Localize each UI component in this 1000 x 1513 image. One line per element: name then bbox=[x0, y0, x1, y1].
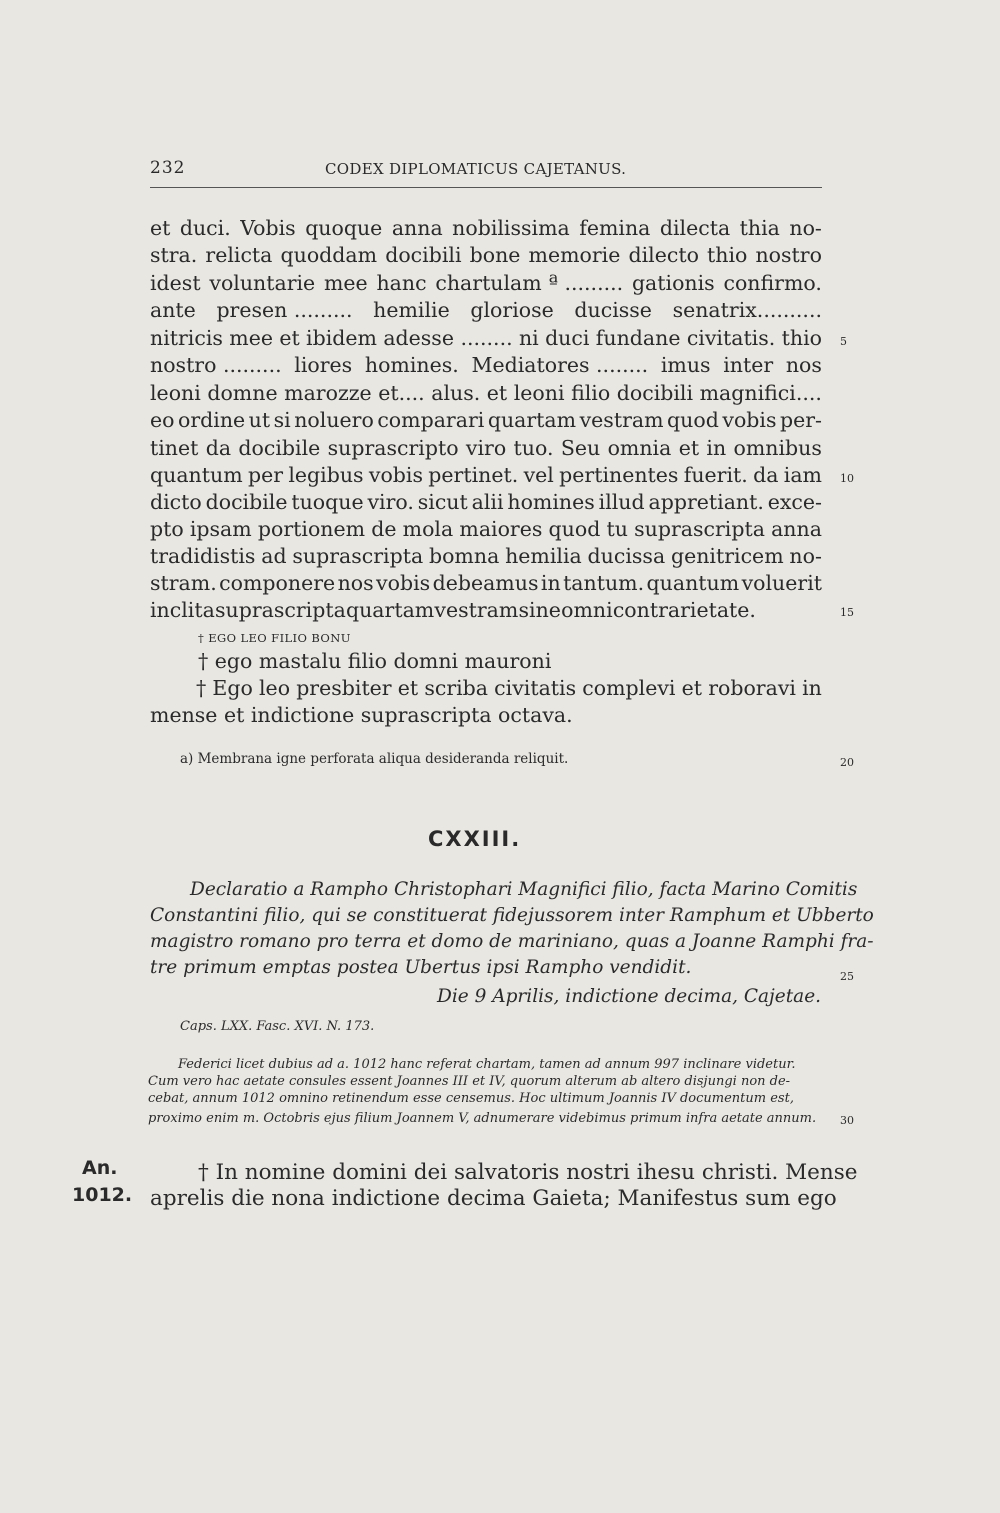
word: viro. bbox=[367, 490, 414, 514]
margin-year-label: An. bbox=[82, 1157, 118, 1179]
word: per- bbox=[780, 408, 822, 432]
word: homines bbox=[507, 490, 595, 514]
word: et bbox=[681, 676, 703, 700]
document-number: CXXIII. bbox=[428, 827, 522, 851]
word: leoni bbox=[150, 381, 201, 405]
word: vobis bbox=[368, 463, 423, 487]
word: chartulam ª ......... bbox=[435, 271, 624, 295]
word: tuo. bbox=[513, 436, 554, 460]
word: duci bbox=[545, 326, 590, 350]
word: in bbox=[706, 436, 727, 460]
word: inter bbox=[723, 353, 774, 377]
word: docibili bbox=[616, 381, 694, 405]
word: presen ......... bbox=[216, 298, 353, 322]
charter-line bbox=[150, 380, 822, 406]
word: stra. bbox=[150, 243, 198, 267]
word: contrarietate. bbox=[612, 598, 756, 622]
charter-line bbox=[150, 516, 822, 542]
word: quoque bbox=[305, 216, 383, 240]
word: tradidistis bbox=[150, 544, 256, 568]
word: homines. bbox=[364, 353, 459, 377]
signature-line: † EGO LEO FILIO BONU bbox=[198, 631, 351, 645]
word: da bbox=[753, 463, 779, 487]
word: gationis bbox=[631, 271, 715, 295]
word: appretiant. bbox=[648, 490, 764, 514]
word: maiores bbox=[459, 517, 543, 541]
rubric-line: Constantini filio, qui se constituerat fidejussorem inter Ramphum et Ubberto bbox=[150, 905, 874, 926]
running-title: CODEX DIPLOMATICUS CAJETANUS. bbox=[325, 160, 627, 178]
word: alus. bbox=[431, 381, 481, 405]
charter-line bbox=[150, 215, 822, 241]
word: dilecto bbox=[628, 243, 699, 267]
word: filio bbox=[571, 381, 611, 405]
word: hemilia bbox=[505, 544, 582, 568]
line-number: 10 bbox=[840, 472, 854, 485]
word: leo bbox=[259, 676, 291, 700]
word: Mediatores ........ bbox=[471, 353, 649, 377]
charter-line bbox=[150, 570, 822, 596]
editorial-note-line: Federici licet dubius ad a. 1012 hanc referat chartam, tamen ad annum 997 inclinare videtur. bbox=[178, 1057, 796, 1072]
word: mee bbox=[229, 326, 273, 350]
word: idest bbox=[150, 271, 201, 295]
word: tuoque bbox=[291, 490, 364, 514]
word: per bbox=[247, 463, 284, 487]
word: hanc bbox=[376, 271, 427, 295]
word: nos bbox=[337, 571, 374, 595]
word: in bbox=[802, 676, 822, 700]
word: et bbox=[486, 381, 508, 405]
charter-line bbox=[150, 462, 822, 488]
word: duci. bbox=[179, 216, 231, 240]
word: civitatis. bbox=[686, 326, 776, 350]
word: Seu bbox=[560, 436, 601, 460]
word: thio bbox=[781, 326, 822, 350]
word: legibus bbox=[288, 463, 364, 487]
word: ducisse bbox=[574, 298, 652, 322]
word: marozze bbox=[284, 381, 372, 405]
charter-line: aprelis die nona indictione decima Gaieta; Manifestus sum ego bbox=[150, 1186, 837, 1211]
word: quod bbox=[667, 408, 719, 432]
word: illud bbox=[598, 490, 645, 514]
word: † bbox=[196, 676, 207, 700]
word: bomna bbox=[428, 544, 500, 568]
word: vestram bbox=[434, 598, 519, 622]
word: debeamus bbox=[432, 571, 539, 595]
line-number: 30 bbox=[840, 1114, 854, 1127]
word: anna bbox=[391, 216, 443, 240]
editorial-note-line: Cum vero hac aetate consules essent Joannes III et IV, quorum alterum ab altero disjungi non de- bbox=[148, 1074, 791, 1089]
word: fuerit. bbox=[683, 463, 748, 487]
word: vel bbox=[523, 463, 554, 487]
word: dicto bbox=[150, 490, 202, 514]
word: no- bbox=[789, 544, 822, 568]
word: docibili bbox=[385, 243, 462, 267]
charter-line bbox=[150, 435, 822, 461]
charter-line bbox=[150, 270, 822, 296]
signature-line bbox=[196, 675, 822, 701]
word: scriba bbox=[424, 676, 489, 700]
word: pertinentes bbox=[559, 463, 679, 487]
word: voluerit bbox=[741, 571, 822, 595]
word: Vobis bbox=[240, 216, 296, 240]
word: leoni bbox=[513, 381, 565, 405]
word: ducissa bbox=[587, 544, 666, 568]
word: et bbox=[678, 436, 700, 460]
word: quartam bbox=[345, 598, 435, 622]
word: in bbox=[540, 571, 561, 595]
word: suprascripta bbox=[215, 598, 346, 622]
word: da bbox=[205, 436, 232, 460]
word: nobilissima bbox=[452, 216, 570, 240]
word: componere bbox=[219, 571, 336, 595]
word: vobis bbox=[376, 571, 431, 595]
word: docibile bbox=[238, 436, 321, 460]
word: portionem bbox=[257, 517, 366, 541]
word: quod bbox=[548, 517, 601, 541]
date-line: Die 9 Aprilis, indictione decima, Cajetae. bbox=[437, 986, 822, 1007]
word: ante bbox=[150, 298, 196, 322]
word: pertinet. bbox=[428, 463, 519, 487]
word: pto bbox=[150, 517, 184, 541]
word: suprascripta bbox=[292, 544, 424, 568]
line-number: 5 bbox=[840, 335, 847, 348]
word: hemilie bbox=[373, 298, 450, 322]
word: mola bbox=[402, 517, 454, 541]
word: quantum bbox=[646, 571, 740, 595]
charter-line bbox=[150, 325, 822, 351]
word: tu bbox=[606, 517, 628, 541]
word: suprascripto bbox=[327, 436, 459, 460]
word: sine bbox=[518, 598, 561, 622]
word: suprascripta bbox=[634, 517, 765, 541]
word: sicut bbox=[417, 490, 468, 514]
footnote: a) Membrana igne perforata aliqua desideranda reliquit. bbox=[180, 751, 569, 767]
word: anna bbox=[771, 517, 822, 541]
word: voluntarie bbox=[209, 271, 316, 295]
word: magnifici.... bbox=[699, 381, 822, 405]
word: domne bbox=[207, 381, 278, 405]
charter-line bbox=[150, 407, 822, 433]
word: senatrix.......... bbox=[672, 298, 822, 322]
word: complevi bbox=[582, 676, 676, 700]
page-number: 232 bbox=[150, 158, 186, 178]
word: et.... bbox=[378, 381, 425, 405]
word: quoddam bbox=[280, 243, 378, 267]
word: si bbox=[273, 408, 291, 432]
word: et bbox=[279, 326, 300, 350]
word: dilecta bbox=[659, 216, 731, 240]
word: Ego bbox=[212, 676, 253, 700]
word: viro bbox=[465, 436, 507, 460]
word: quantum bbox=[150, 463, 243, 487]
word: ut bbox=[248, 408, 271, 432]
word: quartam bbox=[487, 408, 577, 432]
editorial-note-line: cebat, annum 1012 omnino retinendum esse censemus. Hoc ultimum Joannis IV documentum est, bbox=[148, 1091, 794, 1106]
word: stram. bbox=[150, 571, 217, 595]
word: civitatis bbox=[494, 676, 577, 700]
word: vobis bbox=[722, 408, 777, 432]
word: eo bbox=[150, 408, 175, 432]
word: exce- bbox=[767, 490, 822, 514]
signature-line: mense et indictione suprascripta octava. bbox=[150, 703, 573, 727]
word: ni bbox=[518, 326, 539, 350]
rubric-line: tre primum emptas postea Ubertus ipsi Rampho vendidit. bbox=[150, 957, 692, 978]
charter-line bbox=[150, 352, 822, 378]
word: et bbox=[150, 216, 171, 240]
word: noluero bbox=[294, 408, 374, 432]
word: nostro bbox=[755, 243, 822, 267]
word: femina bbox=[579, 216, 651, 240]
word: presbiter bbox=[296, 676, 392, 700]
editorial-note-line: proximo enim m. Octobris ejus filium Joannem V, adnumerare videbimus primum infra aetate annum. bbox=[148, 1111, 817, 1126]
word: thio bbox=[707, 243, 748, 267]
word: tantum. bbox=[563, 571, 645, 595]
word: ipsam bbox=[189, 517, 252, 541]
word: nos bbox=[785, 353, 822, 377]
word: no- bbox=[789, 216, 822, 240]
word: relicta bbox=[205, 243, 273, 267]
line-number: 15 bbox=[840, 606, 854, 619]
word: imus bbox=[660, 353, 711, 377]
word: nitricis bbox=[150, 326, 223, 350]
rubric-line: Declaratio a Rampho Christophari Magnifici filio, facta Marino Comitis bbox=[190, 879, 858, 900]
word: ibidem bbox=[306, 326, 377, 350]
word: roboravi bbox=[708, 676, 796, 700]
signature-line: † ego mastalu filio domni mauroni bbox=[198, 649, 552, 673]
word: ordine bbox=[178, 408, 246, 432]
word: tinet bbox=[150, 436, 199, 460]
word: thia bbox=[739, 216, 780, 240]
word: vestram bbox=[579, 408, 664, 432]
word: genitricem bbox=[670, 544, 784, 568]
word: docibile bbox=[205, 490, 288, 514]
word: confirmo. bbox=[723, 271, 822, 295]
charter-line bbox=[150, 597, 756, 623]
margin-year: 1012. bbox=[72, 1184, 133, 1206]
word: bone bbox=[469, 243, 521, 267]
word: ad bbox=[261, 544, 287, 568]
word: adesse ........ bbox=[383, 326, 513, 350]
word: memorie bbox=[528, 243, 621, 267]
word: omnibus bbox=[733, 436, 822, 460]
word: fundane bbox=[595, 326, 681, 350]
word: de bbox=[371, 517, 397, 541]
charter-line bbox=[150, 297, 822, 323]
archive-reference: Caps. LXX. Fasc. XVI. N. 173. bbox=[180, 1019, 375, 1034]
charter-line bbox=[150, 543, 822, 569]
word: omni bbox=[561, 598, 613, 622]
word: gloriose bbox=[470, 298, 554, 322]
word: iam bbox=[783, 463, 822, 487]
word: liores bbox=[294, 353, 353, 377]
word: comparari bbox=[377, 408, 485, 432]
line-number: 25 bbox=[840, 970, 854, 983]
word: inclita bbox=[150, 598, 215, 622]
word: mee bbox=[323, 271, 368, 295]
rubric-line: magistro romano pro terra et domo de mariniano, quas a Joanne Ramphi fra- bbox=[150, 931, 874, 952]
charter-line bbox=[150, 242, 822, 268]
word: omnia bbox=[607, 436, 672, 460]
charter-line bbox=[150, 489, 822, 515]
charter-line: † In nomine domini dei salvatoris nostri ihesu christi. Mense bbox=[198, 1160, 858, 1185]
header-rule bbox=[150, 187, 822, 188]
word: alii bbox=[471, 490, 504, 514]
word: nostro ......... bbox=[150, 353, 282, 377]
line-number: 20 bbox=[840, 756, 854, 769]
word: et bbox=[397, 676, 419, 700]
